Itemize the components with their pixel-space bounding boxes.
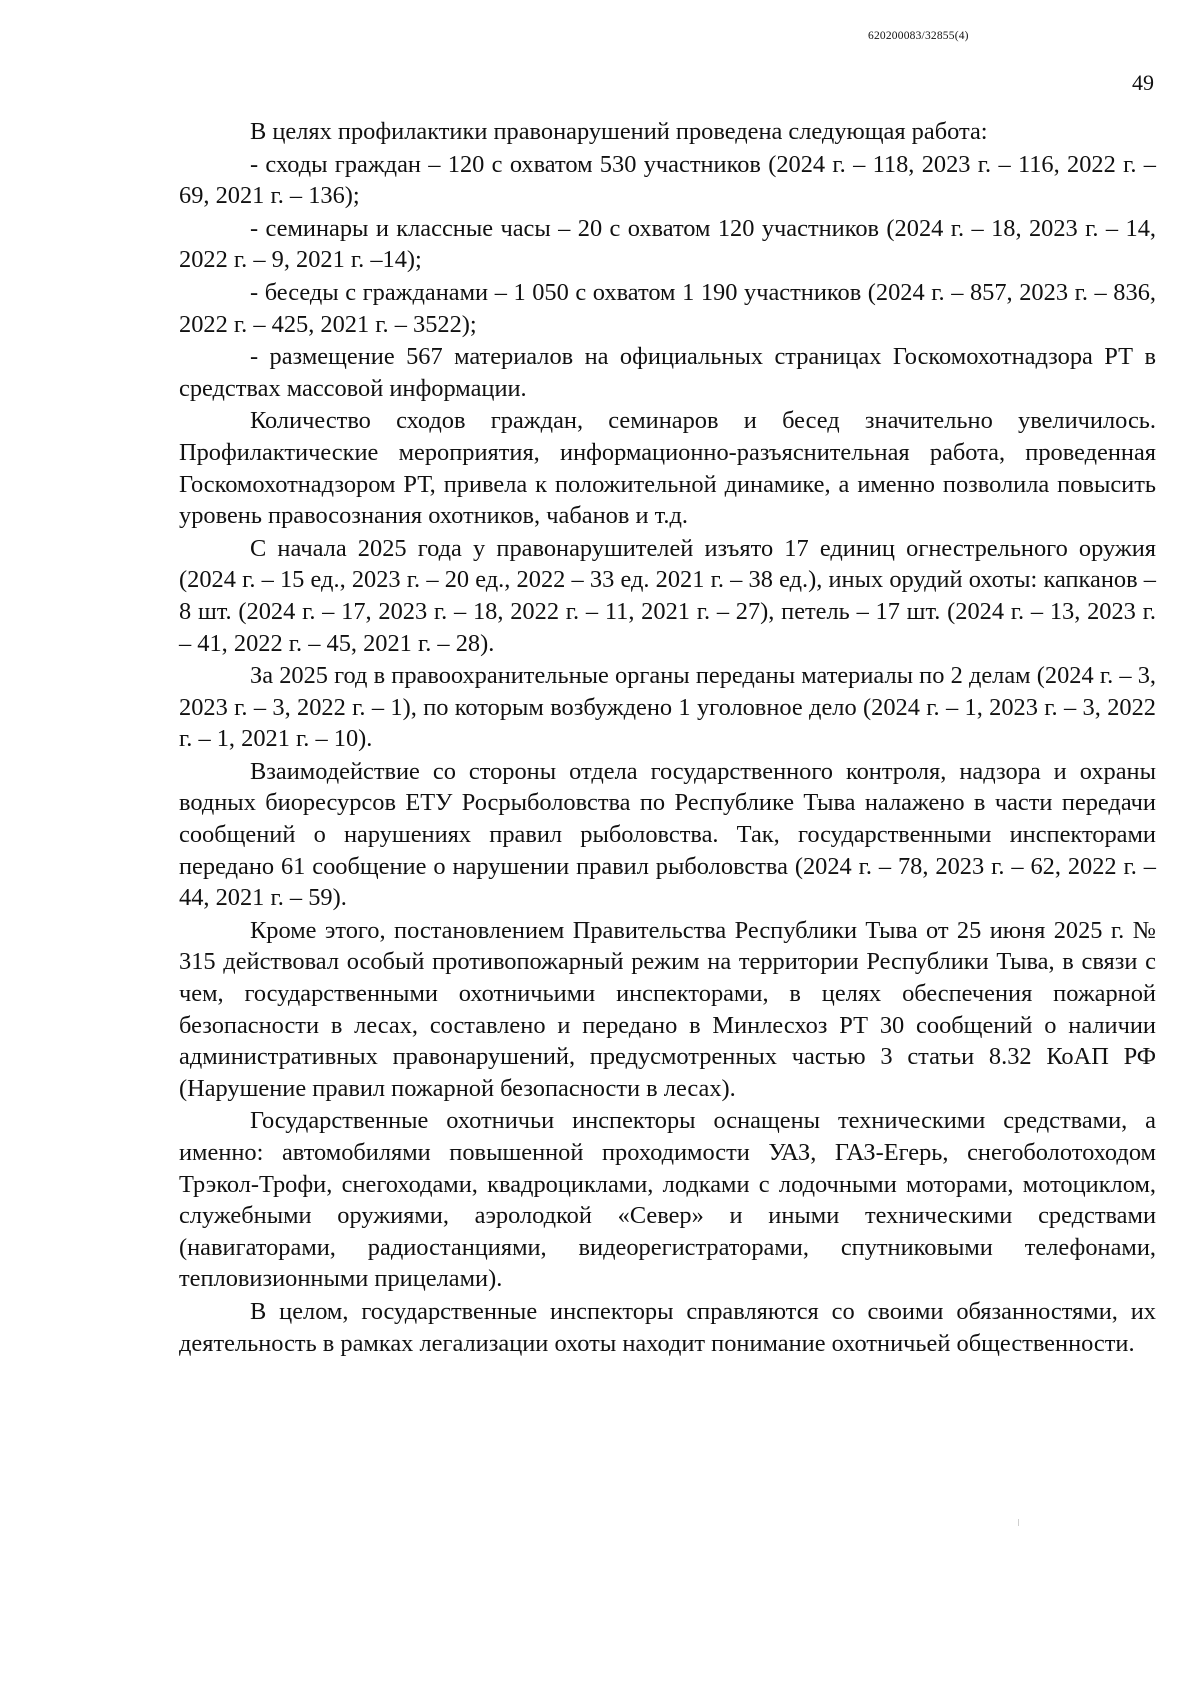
document-body xyxy=(179,116,1156,1360)
paragraph-law-enforcement-cases: За 2025 год в правоохранительные органы переданы материалы по 2 делам (2024 г. – 3, 2023 г. – 3, 2022 г. – 1), по которым возбуждено 1 уголовное дело (2024 г. – 1, 2023 г. – 3, 2022 г. – 1, 2021 г. – 10). xyxy=(179,662,1156,753)
paragraph-technical-equipment: Государственные охотничьи инспекторы оснащены техническими средствами, а именно: автомобилями повышенной проходимости УАЗ, ГАЗ-Егерь, снегоболотоходом Трэкол-Трофи, снегоходами, квадроциклами, лодками с лодочными моторами, мотоциклом, служебными оружиями, аэролодкой «Север» и иными техническими средствами (навигаторами, радиостанциями, видеорегистраторами, спутниковыми телефонами, тепловизионными прицелами). xyxy=(179,1107,1156,1293)
list-item-seminars: - семинары и классные часы – 20 с охватом 120 участников (2024 г. – 18, 2023 г. – 14, 2022 г. – 9, 2021 г. –14); xyxy=(179,214,1156,274)
paragraph-intro: В целях профилактики правонарушений проведена следующая работа: xyxy=(250,118,988,145)
paragraph-fishery-cooperation: Взаимодействие со стороны отдела государственного контроля, надзора и охраны водных биоресурсов ЕТУ Росрыболовства по Республике Тыва налажено в части передачи сообщений о нарушениях правил рыболовства. Так, государственными инспекторами передано 61 сообщение о нарушении правил рыболовства (2024 г. – 78, 2023 г. – 62, 2022 г. – 44, 2021 г. – 59). xyxy=(179,757,1156,912)
paragraph-fire-safety: Кроме этого, постановлением Правительства Республики Тыва от 25 июня 2025 г. № 315 действовал особый противопожарный режим на территории Республики Тыва, в связи с чем, государственными охотничьими инспекторами, в целях обеспечения пожарной безопасности в лесах, составлено и передано в Минлесхоз РТ 30 сообщений о наличии административных правонарушений, предусмотренных частью 3 статьи 8.32 КоАП РФ (Нарушение правил пожарной безопасности в лесах). xyxy=(179,916,1156,1102)
list-item-meetings: - сходы граждан – 120 с охватом 530 участников (2024 г. – 118, 2023 г. – 116, 2022 г. – 69, 2021 г. – 136); xyxy=(179,150,1156,210)
document-id: 620200083/32855(4) xyxy=(868,30,969,42)
list-item-media-materials: - размещение 567 материалов на официальных страницах Госкомохотнадзора РТ в средствах массовой информации. xyxy=(179,343,1156,402)
scan-artifact xyxy=(1018,1519,1019,1526)
list-item-conversations: - беседы с гражданами – 1 050 с охватом 1 190 участников (2024 г. – 857, 2023 г. – 836, 2022 г. – 425, 2021 г. – 3522); xyxy=(179,278,1156,338)
paragraph-prevention-results: Количество сходов граждан, семинаров и бесед значительно увеличилось. Профилактические мероприятия, информационно-разъяснительная работа, проведенная Госкомохотнадзором РТ, привела к положительной динамике, а именно позволила повысить уровень правосознания охотников, чабанов и т.д. xyxy=(179,407,1156,530)
page-number: 49 xyxy=(1132,70,1154,95)
paragraph-seized-weapons: С начала 2025 года у правонарушителей изъято 17 единиц огнестрельного оружия (2024 г. – 15 ед., 2023 г. – 20 ед., 2022 – 33 ед. 2021 г. – 38 ед.), иных орудий охоты: капканов – 8 шт. (2024 г. – 17, 2023 г. – 18, 2022 г. – 11, 2021 г. – 27), петель – 17 шт. (2024 г. – 13, 2023 г. – 41, 2022 г. – 45, 2021 г. – 28). xyxy=(179,534,1156,657)
paragraph-conclusion: В целом, государственные инспекторы справляются со своими обязанностями, их деятельность в рамках легализации охоты находит понимание охотничьей общественности. xyxy=(179,1297,1156,1357)
